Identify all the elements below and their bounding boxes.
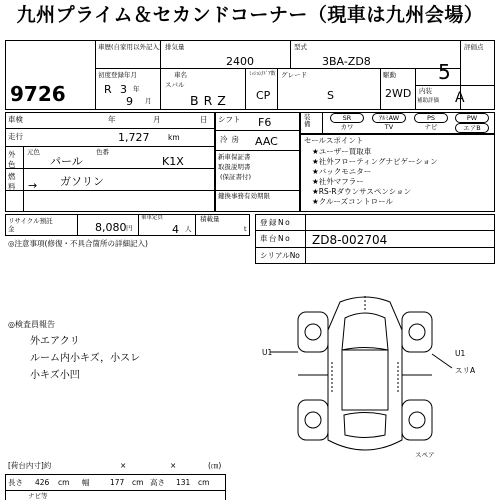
maker: スバル <box>165 81 185 89</box>
interior-grade: A <box>455 90 465 106</box>
equip-pw: PW <box>455 113 489 123</box>
first-reg-month-unit: 月 <box>145 97 152 105</box>
diagram-mark-right2: スリA <box>455 366 476 375</box>
color-code: K1X <box>162 155 184 168</box>
new-car-warranty-label: 新車保証書 <box>218 153 251 161</box>
equipment-label: 装備 <box>304 113 311 129</box>
grade-label: グレード <box>281 71 307 79</box>
inspection-nen-label: 年 <box>108 115 116 124</box>
passenger-count: 4 <box>172 223 179 236</box>
model-code: 3BA-ZD8 <box>322 55 371 68</box>
chassis: ZD8-002704 <box>312 233 388 247</box>
diagram-mark-left: U1 <box>262 348 273 357</box>
equip-airbag: エアB <box>455 123 489 133</box>
inspection-expire-label: 鍵換事務有効期限 <box>218 192 270 200</box>
width: 177 <box>110 478 125 487</box>
spare-label: スペア <box>415 451 435 459</box>
equip-kawa: カワ <box>340 123 354 131</box>
orig-color-label: 元色 <box>27 148 40 156</box>
recycle-yen: 円 <box>126 224 133 232</box>
equip-sr: SR <box>330 113 364 123</box>
mileage-label: 走行 <box>8 132 23 141</box>
warranty-sub-label: (保証書付) <box>220 173 252 181</box>
inspection-label: 車検 <box>8 115 23 124</box>
recycle: 8,080 <box>95 221 127 234</box>
registration-history-label: 車歴(自家用以外記入) <box>98 43 162 51</box>
fuel: ガソリン <box>60 175 104 188</box>
inspection-tsuki-label: 月 <box>153 115 161 124</box>
color-no-label: 色番 <box>96 148 109 156</box>
chassis-label: 車台No <box>260 234 292 243</box>
inspector-note: 外エアクリ <box>30 336 80 347</box>
serial-label: シリアルNo <box>260 251 300 260</box>
car-damage-diagram <box>270 290 460 470</box>
equip-aw: ｱﾙﾐAW <box>372 113 406 123</box>
touroku-label: 登録No <box>260 218 292 227</box>
ac-label: 冷房 <box>220 135 243 144</box>
score: 5 <box>438 60 451 84</box>
ac: AAC <box>255 135 278 148</box>
mileage: 1,727 <box>118 131 150 144</box>
outer-color-label: 外色 <box>8 150 16 169</box>
first-reg-era: R <box>104 83 112 96</box>
notice-label: ◎注意事項(修復・不具合箇所の詳細記入) <box>8 239 148 248</box>
feature-item: ★社外フローティングナビゲーション <box>312 157 438 166</box>
score-label: 評価点 <box>464 43 484 51</box>
mission-code-label: ﾐｯｼｮﾝ/ﾄﾞｱ数 <box>249 71 276 77</box>
cargo-times-1: × <box>120 461 127 470</box>
shift: F6 <box>258 116 272 129</box>
mileage-unit: km <box>168 133 180 142</box>
cargo-times-2: × <box>170 461 177 470</box>
equip-ps: PS <box>414 113 448 123</box>
equip-tv: TV <box>384 123 394 131</box>
feature-item: ★RS-Rダウンサスペンション <box>312 187 411 196</box>
footer-label: ナビ等 <box>28 492 48 500</box>
height-label: 高さ <box>150 478 165 487</box>
length: 426 <box>35 478 50 487</box>
inspector-label: ◎検査員報告 <box>8 320 55 329</box>
first-reg-year: 3 <box>120 83 127 96</box>
recycle-label: リサイクル預託金 <box>8 217 53 234</box>
cargo-unit: (㎝) <box>208 461 222 470</box>
feature-item: ★ユーザー買取車 <box>312 147 372 156</box>
first-reg-month: 9 <box>126 95 133 108</box>
lot-number: 9726 <box>10 82 66 106</box>
fuel-label: 燃料 <box>8 172 16 191</box>
manual-label: 取扱説明書 <box>218 163 251 171</box>
year-unit: 年 <box>133 85 140 93</box>
width-unit: cm <box>132 478 144 487</box>
color-arrow: → <box>28 179 38 192</box>
load-unit: t <box>244 225 247 233</box>
feature-item: ★クルーズコントロール <box>312 197 393 206</box>
drive: 2WD <box>385 87 412 100</box>
cargo-label: [荷台内寸]約 <box>8 461 52 470</box>
feature-item: ★社外マフラー <box>312 177 364 186</box>
feature-item: ★バックモニター <box>312 167 372 176</box>
features-label: セールスポイント <box>304 136 364 145</box>
interior-sub-label: 補助評価 <box>417 98 440 104</box>
seats-label: 乗車定員 <box>141 215 164 221</box>
load-label: 積載量 <box>200 215 220 223</box>
passenger-unit: 人 <box>185 225 192 233</box>
inspector-note: ルーム内小キズ，小スレ <box>30 353 141 364</box>
interior-label: 内装 <box>419 87 432 95</box>
height: 131 <box>176 478 191 487</box>
first-reg-label: 初度登録年月 <box>98 71 137 79</box>
door-type: CP <box>256 89 271 102</box>
length-unit: cm <box>58 478 70 487</box>
page-title: 九州プライム＆セカンドコーナー（現車は九州会場） <box>16 4 484 26</box>
displacement-label: 排気量 <box>165 43 185 51</box>
equip-navi: ナビ <box>424 123 438 131</box>
shift-label: シフト <box>218 115 241 124</box>
width-label: 幅 <box>82 478 90 487</box>
inspector-note: 小キズ小凹 <box>30 370 80 381</box>
outer-color: パール <box>50 155 83 168</box>
diagram-mark-right: U1 <box>455 349 466 358</box>
height-unit: cm <box>198 478 210 487</box>
car-name-label: 車名 <box>174 71 187 79</box>
grade: S <box>327 89 334 102</box>
inspection-hi-label: 日 <box>200 115 208 124</box>
displacement: 2400 <box>226 55 254 68</box>
model-code-label: 型式 <box>294 43 307 51</box>
drive-label: 駆動 <box>383 71 396 79</box>
car-name: BRZ <box>190 93 231 108</box>
length-label: 長さ <box>8 478 23 487</box>
